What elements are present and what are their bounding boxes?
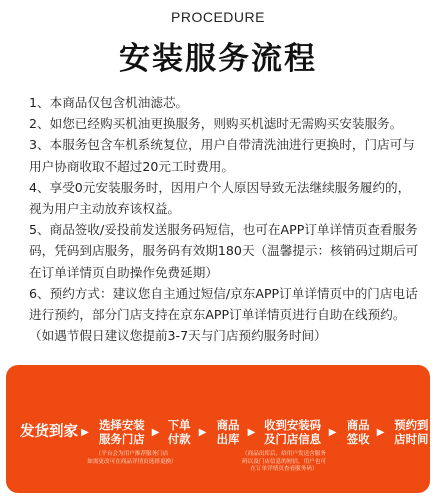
flow-note-receive-code: （商品出库后，给用户发送含服务 码以及门店信息的短信，用户也可 在订单详情页查看服务码）: [242, 451, 326, 472]
flow-step-receive-code: 收到安装码 及门店信息: [264, 418, 322, 446]
arrow-right-icon: ▶: [247, 426, 256, 438]
section-eyebrow: PROCEDURE: [171, 9, 265, 25]
rule-item: 5、商品签收/妥投前发送服务码短信，也可在APP订单详情页查看服务码，凭码到店服务，服务码有效期180天（温馨提示：核销码过期后可在订单详情页自助操作免费延期）: [29, 222, 419, 280]
service-flow-panel: [6, 365, 430, 493]
flow-start: 发货到家: [20, 424, 78, 440]
page-title: 安装服务流程: [119, 41, 317, 77]
flow-step-outbound: 商品 出库: [216, 418, 240, 446]
flow-step-pay: 下单 付款: [167, 418, 191, 446]
flow-note-select-store: （平台会为用户推荐服务门店 如需更改可在商品详情页选择更换）: [87, 451, 177, 465]
arrow-right-icon: ▶: [151, 426, 160, 438]
flow-step-book-time: 预约到 店时间: [394, 418, 429, 446]
rule-item: 1、本商品仅包含机油滤芯。: [29, 95, 189, 110]
rule-item: 6、预约方式：建议您自主通过短信/京东APP订单详情页中的门店电话进行预约，部分门店支持在京东APP订单详情页进行自助在线预约。（如遇节假日建议您提前3-7天与门店预约服务时间）: [29, 285, 418, 344]
rule-item: 2、如您已经购买机油更换服务，则购买机滤时无需购买安装服务。: [29, 116, 403, 132]
arrow-right-icon: ▶: [198, 426, 207, 438]
service-flow-steps: [6, 415, 430, 449]
arrow-right-icon: ▶: [328, 426, 337, 438]
service-rules: [29, 92, 419, 346]
rule-item: 4、享受0元安装服务时，因用户个人原因导致无法继续服务履约的，视为用户主动放弃该权益。: [29, 179, 411, 217]
flow-step-select-store: 选择安装 服务门店: [99, 418, 145, 446]
flow-step-signed: 商品 签收: [346, 418, 370, 446]
rule-item: 3、本服务包含车机系统复位，用户自带清洗油进行更换时，门店可与用户协商收取不超过20元工时费用。: [29, 137, 415, 174]
arrow-right-icon: ▶: [81, 426, 89, 438]
arrow-right-icon: ▶: [376, 426, 385, 438]
